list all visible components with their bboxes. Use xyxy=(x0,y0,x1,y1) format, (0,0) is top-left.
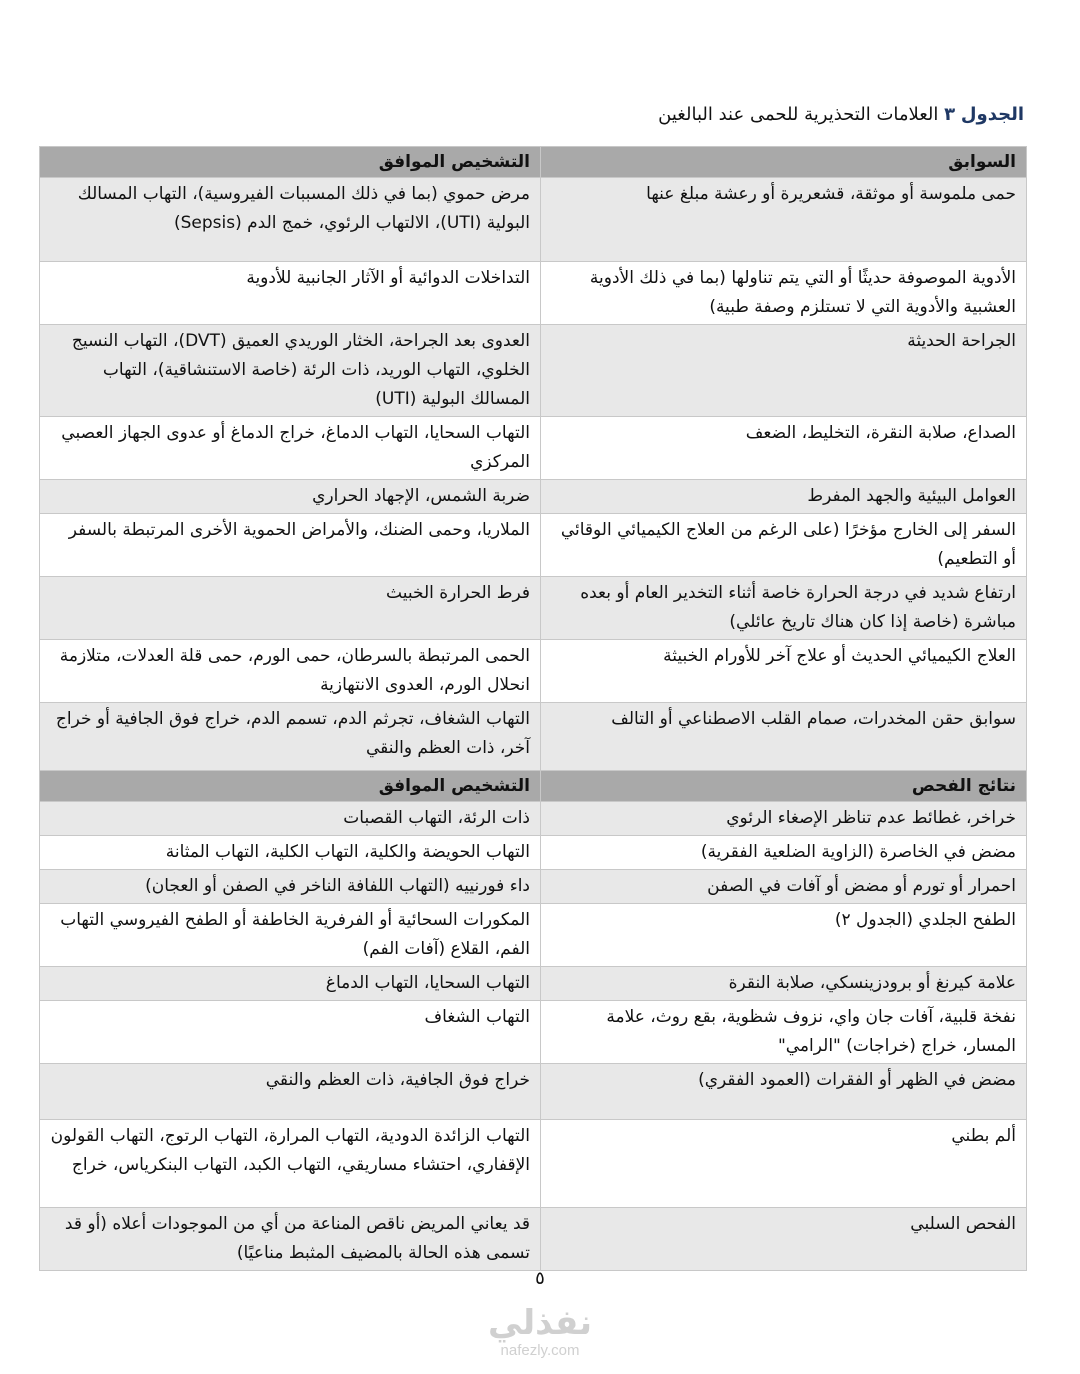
finding-cell: علامة كيرنغ أو برودزينسكي، صلابة النقرة xyxy=(541,967,1027,1001)
page-number: ٥ xyxy=(535,1268,545,1289)
table-row xyxy=(40,1120,1027,1208)
diagnosis-cell: الملاريا، وحمى الضنك، والأمراض الحموية الأخرى المرتبطة بالسفر xyxy=(40,514,541,577)
history-cell: حمى ملموسة أو موثقة، قشعريرة أو رعشة مبلغ عنها xyxy=(541,178,1027,262)
history-cell: العوامل البيئية والجهد المفرط xyxy=(541,480,1027,514)
watermark-logo: نفذلي xyxy=(487,1303,593,1343)
table-row xyxy=(40,870,1027,904)
diagnosis-cell: التداخلات الدوائية أو الآثار الجانبية للأدوية xyxy=(40,262,541,325)
history-cell: ارتفاع شديد في درجة الحرارة خاصة أثناء التخدير العام أو بعده مباشرة (خاصة إذا كان هناك تاريخ عائلي) xyxy=(541,577,1027,640)
history-cell: السفر إلى الخارج مؤخرًا (على الرغم من العلاج الكيميائي الوقائي أو التطعيم) xyxy=(541,514,1027,577)
table-row xyxy=(40,577,1027,640)
finding-cell: الفحص السلبي xyxy=(541,1208,1027,1271)
diagnosis-cell: التهاب الشغاف xyxy=(40,1001,541,1064)
table-row xyxy=(40,1064,1027,1120)
section-header-history xyxy=(40,147,1027,178)
table-row xyxy=(40,417,1027,480)
diagnosis-cell: خراج فوق الجافية، ذات العظم والنقي xyxy=(40,1064,541,1120)
watermark-site: nafezly.com xyxy=(500,1342,580,1359)
diagnosis-cell: التهاب السحايا، التهاب الدماغ، خراج الدماغ أو عدوى الجهاز العصبي المركزي xyxy=(40,417,541,480)
table-row xyxy=(40,836,1027,870)
diagnosis-cell: التهاب الحويضة والكلية، التهاب الكلية، التهاب المثانة xyxy=(40,836,541,870)
finding-cell: احمرار أو تورم أو مضض أو آفات في الصفن xyxy=(541,870,1027,904)
diagnosis-cell: مرض حموي (بما في ذلك المسببات الفيروسية)، التهاب المسالك البولية (UTI)، الالتهاب الرئوي، خمج الدم (Sepsis) xyxy=(40,178,541,262)
table-row xyxy=(40,802,1027,836)
table-row xyxy=(40,178,1027,262)
table-row xyxy=(40,325,1027,417)
finding-cell: خراخر، غطائط عدم تناظر الإصغاء الرئوي xyxy=(541,802,1027,836)
finding-cell: الطفح الجلدي (الجدول ٢) xyxy=(541,904,1027,967)
history-cell: العلاج الكيميائي الحديث أو علاج آخر للأورام الخبيثة xyxy=(541,640,1027,703)
table-row xyxy=(40,640,1027,703)
caption-title: العلامات التحذيرية للحمى عند البالغين xyxy=(658,104,939,125)
table-row xyxy=(40,1001,1027,1064)
table-row xyxy=(40,703,1027,771)
table-row xyxy=(40,480,1027,514)
history-cell: سوابق حقن المخدرات، صمام القلب الاصطناعي أو التالف xyxy=(541,703,1027,771)
finding-cell: مضض في الظهر أو الفقرات (العمود الفقري) xyxy=(541,1064,1027,1120)
header-exam-findings: نتائج الفحص xyxy=(541,771,1027,802)
table-row xyxy=(40,904,1027,967)
header-history: السوابق xyxy=(541,147,1027,178)
diagnosis-cell: التهاب السحايا، التهاب الدماغ xyxy=(40,967,541,1001)
header-diagnosis: التشخيص الموافق xyxy=(40,771,541,802)
diagnosis-cell: فرط الحرارة الخبيث xyxy=(40,577,541,640)
history-cell: الأدوية الموصوفة حديثًا أو التي يتم تناولها (بما في ذلك الأدوية العشبية والأدوية التي لا تستلزم وصفة طبية) xyxy=(541,262,1027,325)
diagnosis-cell: الحمى المرتبطة بالسرطان، حمى الورم، حمى قلة العدلات، متلازمة انحلال الورم، العدوى الانتهازية xyxy=(40,640,541,703)
warning-signs-table xyxy=(39,146,1027,1271)
caption-number: ٣ xyxy=(944,104,956,125)
table-row xyxy=(40,967,1027,1001)
diagnosis-cell: العدوى بعد الجراحة، الخثار الوريدي العميق (DVT)، التهاب النسيج الخلوي، التهاب الوريد، ذات الرئة (خاصة الاستنشاقية)، التهاب المسالك البولية (UTI) xyxy=(40,325,541,417)
diagnosis-cell: التهاب الشغاف، تجرثم الدم، تسمم الدم، خراج فوق الجافية أو خراج آخر، ذات العظم والنقي xyxy=(40,703,541,771)
diagnosis-cell: قد يعاني المريض ناقص المناعة من أي من الموجودات أعلاه (أو قد تسمى هذه الحالة بالمضيف المثبط مناعيًا) xyxy=(40,1208,541,1271)
diagnosis-cell: التهاب الزائدة الدودية، التهاب المرارة، التهاب الرتوج، التهاب القولون الإقفاري، احتشاء مساريقي، التهاب الكبد، التهاب البنكرياس، خراج xyxy=(40,1120,541,1208)
table-caption xyxy=(40,98,1024,132)
table-row xyxy=(40,262,1027,325)
section-header-exam xyxy=(40,771,1027,802)
diagnosis-cell: المكورات السحائية أو الفرفرية الخاطفة أو الطفح الفيروسي التهاب الفم، القلاع (آفات الفم) xyxy=(40,904,541,967)
diagnosis-cell: ذات الرئة، التهاب القصبات xyxy=(40,802,541,836)
finding-cell: مضض في الخاصرة (الزاوية الضلعية الفقرية) xyxy=(541,836,1027,870)
watermark xyxy=(0,1304,1080,1360)
history-cell: الجراحة الحديثة xyxy=(541,325,1027,417)
finding-cell: نفخة قلبية، آفات جان واي، نزوف شظوية، بقع روث، علامة المسار، خراج (خراجات) "الرامي" xyxy=(541,1001,1027,1064)
header-diagnosis: التشخيص الموافق xyxy=(40,147,541,178)
diagnosis-cell: ضربة الشمس، الإجهاد الحراري xyxy=(40,480,541,514)
history-cell: الصداع، صلابة النقرة، التخليط، الضعف xyxy=(541,417,1027,480)
table-row xyxy=(40,1208,1027,1271)
diagnosis-cell: داء فورنييه (التهاب اللفافة الناخر في الصفن أو العجان) xyxy=(40,870,541,904)
finding-cell: ألم بطني xyxy=(541,1120,1027,1208)
caption-label: الجدول xyxy=(960,104,1024,125)
table-row xyxy=(40,514,1027,577)
